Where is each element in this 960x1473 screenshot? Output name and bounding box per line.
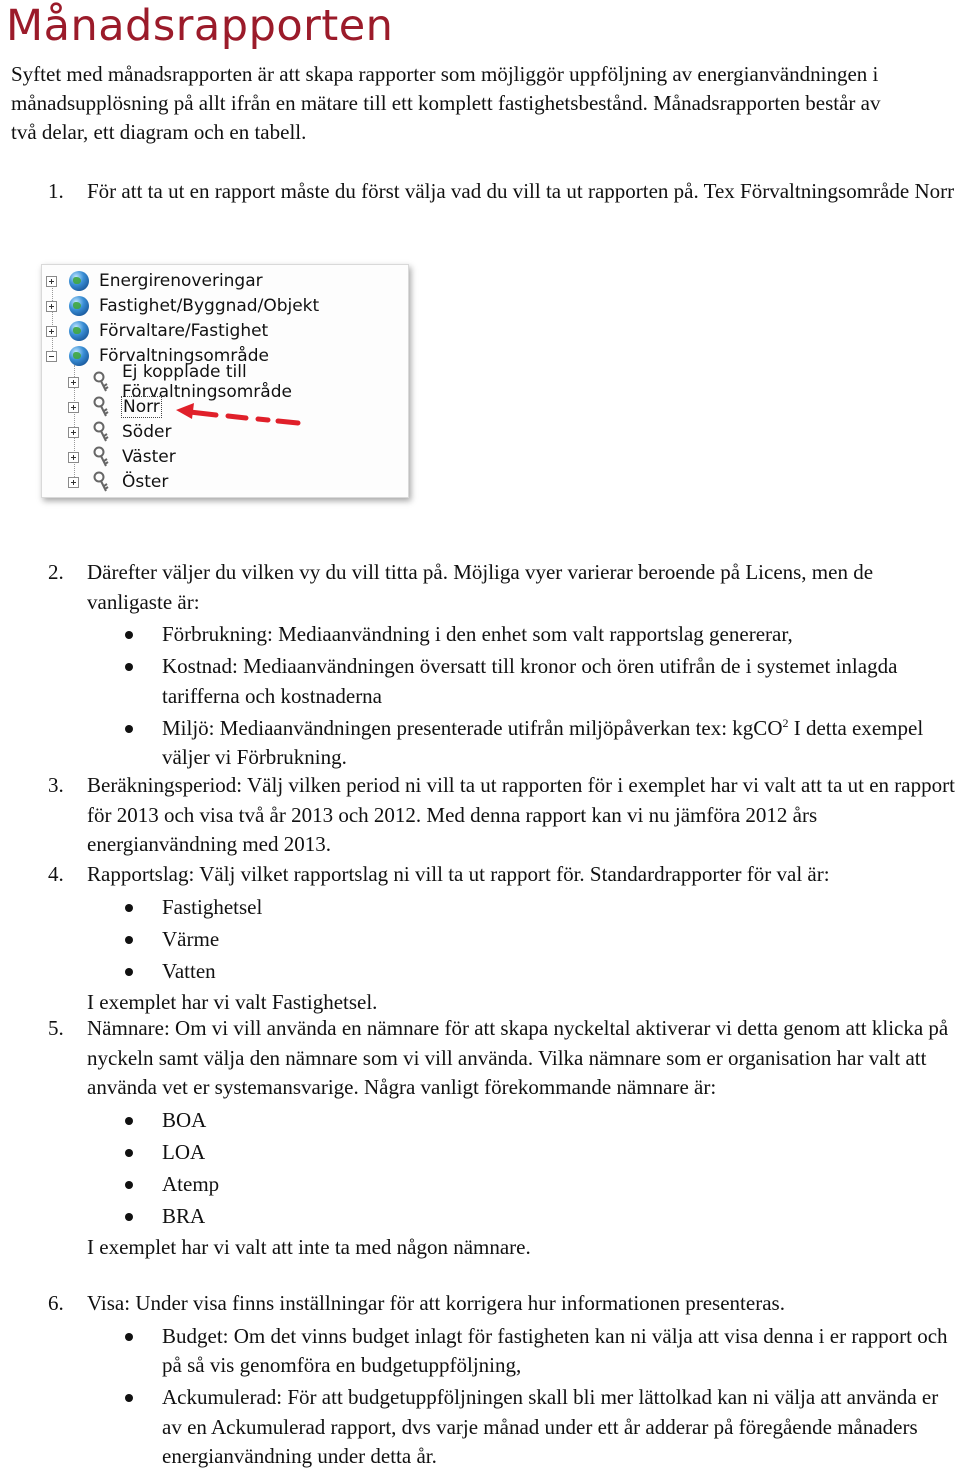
expand-icon[interactable]	[46, 301, 57, 312]
list-item	[162, 713, 960, 775]
tree-node-label: Förvaltare/Fastighet	[99, 321, 268, 341]
step-number: 6.	[48, 1289, 78, 1319]
intro-paragraph: Syftet med månadsrapporten är att skapa rapporter som möjliggör uppföljning av energianvändningen i månadsupplösning på allt ifrån en mätare till ett komplett fastighetsbestånd. Månadsrapporten består av två delar, ett diagram och en tabell.	[11, 60, 911, 147]
key-icon	[91, 371, 113, 393]
key-icon	[91, 471, 113, 493]
collapse-icon[interactable]	[46, 351, 57, 362]
globe-icon	[69, 296, 89, 316]
tree-node-label: Förvaltningsområde	[99, 346, 269, 366]
list-item: Kostnad: Mediaanvändningen översatt till kronor och ören utifrån de i systemet inlagda tarifferna och kostnaderna	[162, 651, 960, 713]
step-text: Nämnare: Om vi vill använda en nämnare för att skapa nyckeltal aktiverar vi detta genom att klicka på nyckeln samt välja den nämnare som vi vill använda. Vilka nämnare som er organisation har valt att använda vet er systemansvarige. Några vanligt förekommande nämnare är:	[87, 1014, 960, 1103]
expand-icon[interactable]	[68, 452, 79, 463]
tree-node-label: Norr	[122, 397, 161, 417]
superscript: 2	[782, 716, 788, 730]
tree-node-soder[interactable]	[68, 420, 171, 444]
bullet-list	[87, 892, 960, 988]
bullet-list	[87, 1105, 960, 1233]
step-text: Därefter väljer du vilken vy du vill titta på. Möjliga vyer varierar beroende på Licens, men de vanligaste är:	[87, 558, 960, 617]
step-note: I exemplet har vi valt Fastighetsel.	[87, 988, 960, 1018]
tree-node-label: Väster	[122, 447, 176, 467]
tree-node-forvaltare[interactable]	[46, 319, 268, 343]
key-icon	[91, 421, 113, 443]
tree-node-label: Öster	[122, 472, 168, 492]
step-text: För att ta ut en rapport måste du först välja vad du vill ta ut rapporten på. Tex Förvaltningsområde Norr	[87, 177, 960, 207]
list-item-text: Miljö: Mediaanvändningen presenterade utifrån miljöpåverkan tex: kgCO	[162, 716, 782, 740]
list-item: Ackumulerad: För att budgetuppföljningen skall bli mer lättolkad kan ni välja att använda er av en Ackumulerad rapport, dvs varje månad under ett år adderar på föregående månaders energianvändning under detta år.	[162, 1382, 960, 1473]
step-4	[48, 860, 960, 1017]
page-title: Månadsrapporten	[6, 0, 393, 54]
key-icon	[91, 396, 113, 418]
red-arrow-icon	[172, 401, 312, 431]
globe-icon	[69, 321, 89, 341]
list-item: LOA	[162, 1137, 960, 1169]
tree-node-label: Söder	[122, 422, 171, 442]
expand-icon[interactable]	[46, 326, 57, 337]
globe-icon	[69, 346, 89, 366]
list-item: Vatten	[162, 956, 960, 988]
step-number: 1.	[48, 177, 78, 207]
step-1	[48, 177, 960, 207]
expand-icon[interactable]	[46, 276, 57, 287]
tree-node-ej-kopplade[interactable]	[68, 370, 408, 394]
bullet-list	[87, 1321, 960, 1473]
list-item: Budget: Om det vinns budget inlagt för fastigheten kan ni välja att visa denna i er rapport och på så vis genomföra en budgetuppföljning,	[162, 1321, 960, 1383]
list-item: BRA	[162, 1201, 960, 1233]
tree-node-energirenoveringar[interactable]	[46, 269, 263, 293]
tree-node-vaster[interactable]	[68, 445, 176, 469]
expand-icon[interactable]	[68, 377, 79, 388]
tree-node-fastighet[interactable]	[46, 294, 319, 318]
tree-node-norr[interactable]	[68, 395, 161, 419]
step-text: Visa: Under visa finns inställningar för att korrigera hur informationen presenteras.	[87, 1289, 960, 1319]
list-item: BOA	[162, 1105, 960, 1137]
step-number: 5.	[48, 1014, 78, 1044]
list-item: Förbrukning: Mediaanvändning i den enhet som valt rapportslag genererar,	[162, 619, 960, 651]
bullet-list	[87, 619, 960, 774]
step-2	[48, 558, 960, 774]
tree-node-label: Ej kopplade till Förvaltningsområde	[122, 362, 408, 402]
list-item: Atemp	[162, 1169, 960, 1201]
step-text: Rapportslag: Välj vilket rapportslag ni vill ta ut rapport för. Standardrapporter för val är:	[87, 860, 960, 890]
step-text: Beräkningsperiod: Välj vilken period ni vill ta ut rapporten för i exemplet har vi valt att ta ut en rapport för 2013 och visa två år 2013 och 2012. Med denna rapport kan vi nu jämföra 2012 års energianvändning med 2013.	[87, 771, 960, 860]
tree-node-label: Energirenoveringar	[99, 271, 263, 291]
expand-icon[interactable]	[68, 402, 79, 413]
list-item-text: I detta exempel väljer vi Förbrukning.	[162, 716, 923, 770]
key-icon	[91, 446, 113, 468]
globe-icon	[69, 271, 89, 291]
expand-icon[interactable]	[68, 477, 79, 488]
step-number: 2.	[48, 558, 78, 588]
step-number: 3.	[48, 771, 78, 801]
tree-view-screenshot	[41, 264, 409, 498]
step-number: 4.	[48, 860, 78, 890]
tree-node-oster[interactable]	[68, 470, 168, 494]
list-item: Värme	[162, 924, 960, 956]
step-5	[48, 1014, 960, 1262]
list-item: Fastighetsel	[162, 892, 960, 924]
tree-node-label: Fastighet/Byggnad/Objekt	[99, 296, 319, 316]
step-note: I exemplet har vi valt att inte ta med någon nämnare.	[87, 1233, 960, 1263]
step-3	[48, 771, 960, 860]
step-6	[48, 1289, 960, 1473]
expand-icon[interactable]	[68, 427, 79, 438]
